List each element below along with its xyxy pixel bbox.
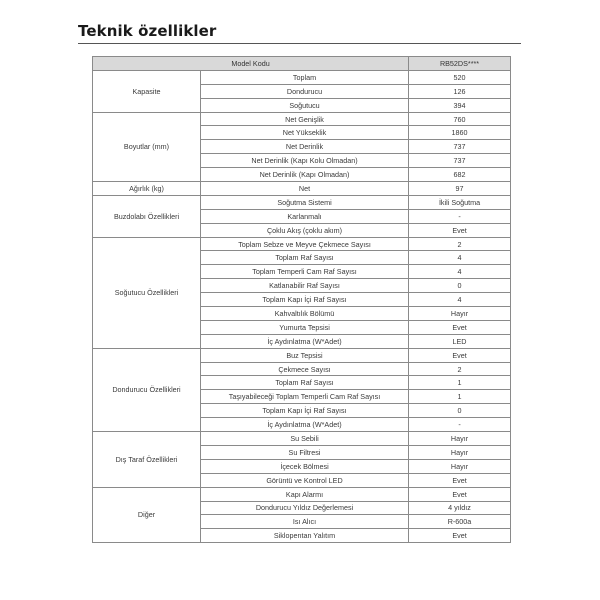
spec-label: İç Aydınlatma (W*Adet) — [201, 418, 409, 432]
spec-value: Evet — [409, 223, 511, 237]
spec-value: 2 — [409, 362, 511, 376]
group-label: Ağırlık (kg) — [93, 182, 201, 196]
spec-label: Net Derinlik (Kapı Kolu Olmadan) — [201, 154, 409, 168]
spec-label: Toplam Temperli Cam Raf Sayısı — [201, 265, 409, 279]
spec-label: Karlanmalı — [201, 209, 409, 223]
spec-value: Hayır — [409, 459, 511, 473]
spec-label: Taşıyabileceği Toplam Temperli Cam Raf Sayısı — [201, 390, 409, 404]
spec-value: Evet — [409, 473, 511, 487]
spec-label: Toplam Kapı İçi Raf Sayısı — [201, 404, 409, 418]
spec-table — [92, 56, 511, 543]
group-label: Diğer — [93, 487, 201, 543]
title-divider — [78, 43, 521, 44]
spec-value: 1 — [409, 376, 511, 390]
spec-value: 4 — [409, 251, 511, 265]
model-code-header: Model Kodu — [93, 57, 409, 71]
spec-value: 682 — [409, 168, 511, 182]
spec-label: Yumurta Tepsisi — [201, 320, 409, 334]
spec-value: 4 yıldız — [409, 501, 511, 515]
spec-value: 737 — [409, 140, 511, 154]
spec-label: Toplam Sebze ve Meyve Çekmece Sayısı — [201, 237, 409, 251]
spec-value: 2 — [409, 237, 511, 251]
spec-label: Çekmece Sayısı — [201, 362, 409, 376]
spec-label: Soğutma Sistemi — [201, 195, 409, 209]
spec-label: Soğutucu — [201, 98, 409, 112]
spec-value: 737 — [409, 154, 511, 168]
group-label: Buzdolabı Özellikleri — [93, 195, 201, 237]
spec-value: Evet — [409, 487, 511, 501]
spec-label: Dondurucu Yıldız Değerlemesi — [201, 501, 409, 515]
table-row — [93, 432, 511, 446]
spec-value: 0 — [409, 279, 511, 293]
spec-label: Isı Alıcı — [201, 515, 409, 529]
table-row — [93, 70, 511, 84]
spec-label: Buz Tepsisi — [201, 348, 409, 362]
spec-label: Net Derinlik (Kapı Olmadan) — [201, 168, 409, 182]
spec-label: Kapı Alarmı — [201, 487, 409, 501]
table-row — [93, 487, 511, 501]
spec-value: R-600a — [409, 515, 511, 529]
table-row — [93, 195, 511, 209]
table-header-row — [93, 57, 511, 71]
spec-value: Hayır — [409, 432, 511, 446]
spec-value: 1 — [409, 390, 511, 404]
group-label: Boyutlar (mm) — [93, 112, 201, 181]
model-code-value: RB52DS**** — [409, 57, 511, 71]
spec-label: Çoklu Akış (çoklu akım) — [201, 223, 409, 237]
spec-label: Su Filtresi — [201, 445, 409, 459]
group-label: Dış Taraf Özellikleri — [93, 432, 201, 488]
spec-value: 4 — [409, 265, 511, 279]
spec-label: Net Yükseklik — [201, 126, 409, 140]
spec-label: Toplam Raf Sayısı — [201, 376, 409, 390]
table-row — [93, 348, 511, 362]
spec-label: Siklopentan Yalıtım — [201, 529, 409, 543]
spec-value: 126 — [409, 84, 511, 98]
spec-value: Hayır — [409, 445, 511, 459]
spec-label: Katlanabilir Raf Sayısı — [201, 279, 409, 293]
spec-label: Net Derinlik — [201, 140, 409, 154]
spec-table-body — [93, 70, 511, 542]
spec-value: - — [409, 418, 511, 432]
spec-value: LED — [409, 334, 511, 348]
spec-label: Toplam Kapı İçi Raf Sayısı — [201, 293, 409, 307]
spec-value: 760 — [409, 112, 511, 126]
table-row — [93, 112, 511, 126]
spec-label: Görüntü ve Kontrol LED — [201, 473, 409, 487]
spec-label: Net Genişlik — [201, 112, 409, 126]
spec-value: Evet — [409, 348, 511, 362]
spec-value: Evet — [409, 529, 511, 543]
spec-value: 520 — [409, 70, 511, 84]
spec-value: - — [409, 209, 511, 223]
spec-value: İkili Soğutma — [409, 195, 511, 209]
spec-value: 394 — [409, 98, 511, 112]
spec-value: 0 — [409, 404, 511, 418]
spec-value: 4 — [409, 293, 511, 307]
spec-label: Toplam Raf Sayısı — [201, 251, 409, 265]
spec-label: Kahvaltılık Bölümü — [201, 307, 409, 321]
group-label: Soğutucu Özellikleri — [93, 237, 201, 348]
spec-value: 97 — [409, 182, 511, 196]
group-label: Dondurucu Özellikleri — [93, 348, 201, 431]
spec-label: Net — [201, 182, 409, 196]
table-row — [93, 237, 511, 251]
spec-label: Su Sebili — [201, 432, 409, 446]
spec-label: İç Aydınlatma (W*Adet) — [201, 334, 409, 348]
page-title: Teknik özellikler — [78, 22, 217, 40]
spec-label: İçecek Bölmesi — [201, 459, 409, 473]
spec-value: Evet — [409, 320, 511, 334]
spec-label: Dondurucu — [201, 84, 409, 98]
spec-value: 1860 — [409, 126, 511, 140]
group-label: Kapasite — [93, 70, 201, 112]
spec-value: Hayır — [409, 307, 511, 321]
spec-label: Toplam — [201, 70, 409, 84]
table-row — [93, 182, 511, 196]
